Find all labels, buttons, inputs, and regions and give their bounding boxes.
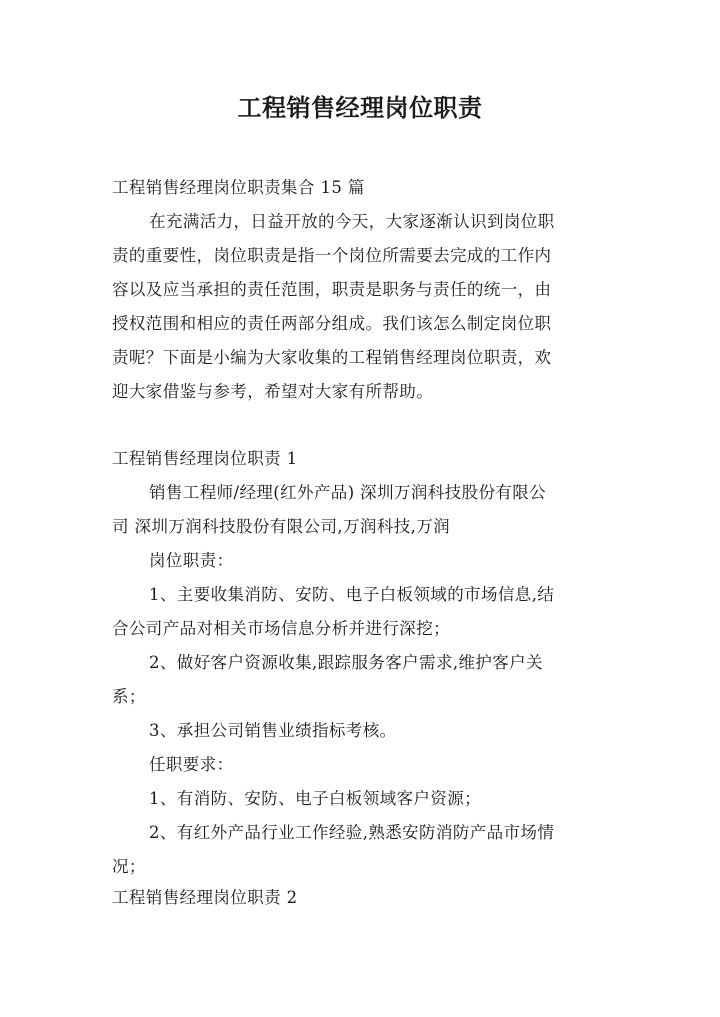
requirement-item: 1、有消防、安防、电子白板领域客户资源； [149,789,481,808]
intro-paragraph-line: 容以及应当承担的责任范围，职责是职务与责任的统一，由 [112,280,552,299]
intro-paragraph-line: 在充满活力，日益开放的今天，大家逐渐认识到岗位职 [149,212,555,231]
duty-item: 2、做好客户资源收集,跟踪服务客户需求,维护客户关 [149,653,543,672]
section-heading-2: 工程销售经理岗位职责 2 [112,888,298,907]
requirement-item-continued: 况； [112,857,146,876]
job-title-line: 销售工程师/经理(红外产品) 深圳万润科技股份有限公 [149,483,547,502]
duties-label: 岗位职责： [149,551,234,570]
duty-item-continued: 合公司产品对相关市场信息分析并进行深挖； [112,619,450,638]
intro-paragraph-line: 授权范围和相应的责任两部分组成。我们该怎么制定岗位职 [112,314,552,333]
intro-paragraph-line: 迎大家借鉴与参考，希望对大家有所帮助。 [112,382,434,401]
intro-paragraph-line: 责呢？下面是小编为大家收集的工程销售经理岗位职责，欢 [112,348,552,367]
intro-paragraph-line: 责的重要性，岗位职责是指一个岗位所需要去完成的工作内 [112,246,552,265]
document-title: 工程销售经理岗位职责 [237,93,483,122]
section-heading-1: 工程销售经理岗位职责 1 [112,449,298,468]
duty-item: 3、承担公司销售业绩指标考核。 [149,721,397,740]
company-line: 司 深圳万润科技股份有限公司,万润科技,万润 [112,517,451,536]
requirement-item: 2、有红外产品行业工作经验,熟悉安防消防产品市场情 [149,823,555,842]
duty-item: 1、主要收集消防、安防、电子白板领域的市场信息,结 [149,585,555,604]
collection-heading: 工程销售经理岗位职责集合 15 篇 [112,178,365,197]
duty-item-continued: 系； [112,687,146,706]
requirements-label: 任职要求： [149,755,234,774]
